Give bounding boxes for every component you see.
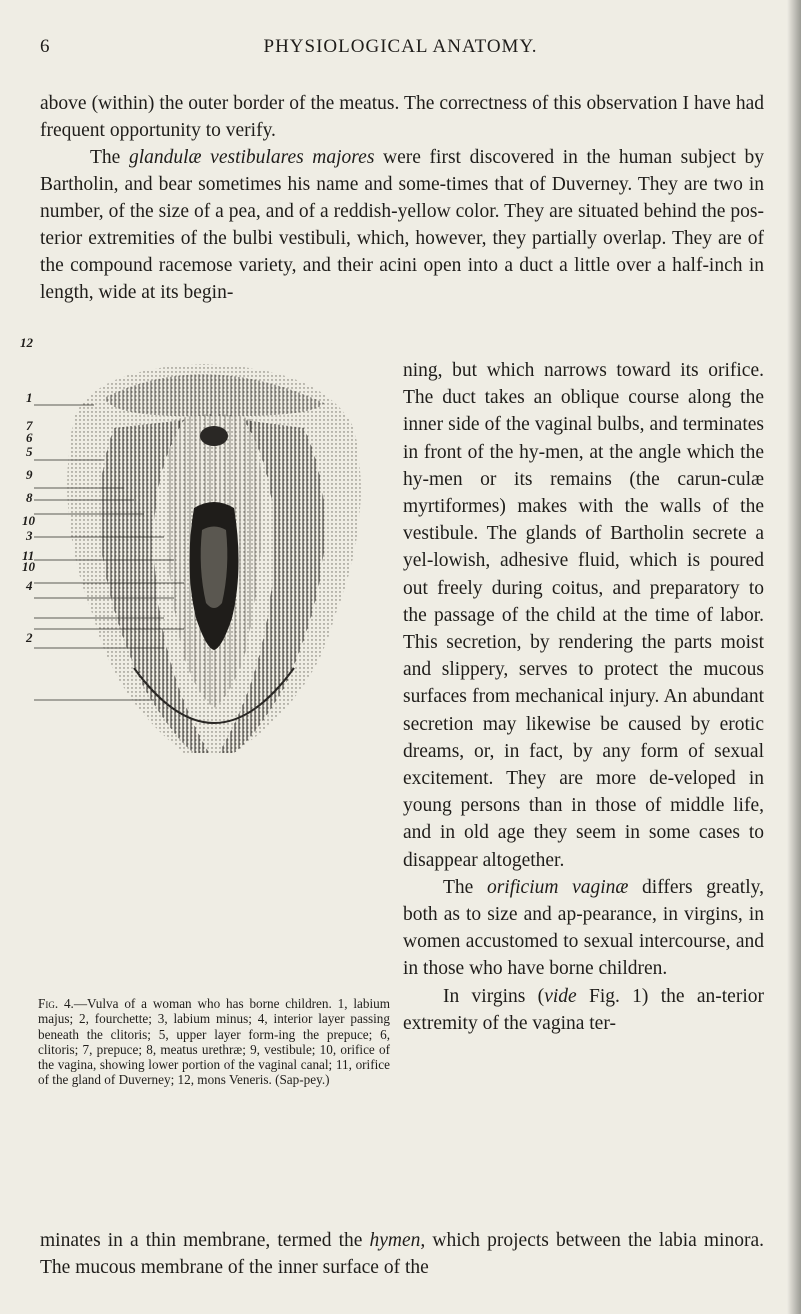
figure-label: 11 [22, 548, 35, 563]
figure-label: 8 [26, 490, 33, 505]
figure-label: 2 [26, 630, 33, 645]
figure-label: 5 [26, 444, 33, 459]
paragraph-4-body: Fig. 1) the an-terior extremity of the vagina ter- [403, 985, 764, 1034]
vulva-engraving [34, 358, 394, 758]
running-title: PHYSIOLOGICAL ANATOMY. [263, 36, 538, 57]
paragraph-4 [403, 983, 764, 1037]
figure-label: 3 [26, 528, 33, 543]
paragraph-2-lead: The [90, 147, 129, 168]
caption-lead: Fig. 4. [38, 996, 74, 1011]
figure-label: 9 [26, 467, 33, 482]
paragraph-3 [403, 874, 764, 983]
figure-label: 1 [26, 390, 33, 405]
page-edge-shadow [787, 0, 801, 1314]
term-glandulae: glandulæ vestibulares majores [128, 147, 375, 168]
figure-label: 12 [20, 335, 33, 350]
caption-text: —Vulva of a woman who has borne children. 1, labium majus; 2, fourchette; 3, labium minus; 4, interior layer passing beneath the clitoris; 5, upper layer form-ing the prepuce; 6, clitoris; 7, prepuce; 8, meatus urethræ; 9, vestibule; 10, orifice of the vagina, showing lower portion of the vaginal canal; 11, orifice of the gland of Duverney; 12, mons Veneris. (Sap-pey.) [38, 996, 390, 1088]
top-text-block [40, 90, 764, 306]
bottom-line-lead: minates in a thin membrane, termed the [40, 1230, 370, 1251]
paragraph-3-lead: The [443, 876, 487, 898]
term-orificium: orificium vaginæ [486, 876, 629, 898]
figure-label: 4 [26, 578, 33, 593]
figure-caption [38, 996, 390, 1088]
paragraph-2-body: were first discovered in the human subject by Bartholin, and bear sometimes his name and some-times that of Duverney. They are two in number, of the size of a pea, and of a reddish-yellow color. They are situated behind the pos-terior extremities of the bulbi vestibuli, which, however, they partially overlap. They are of the compound racemose variety, and their acini open into a duct a little over a half-inch in length, wide at its begin- [40, 147, 764, 303]
paragraph-3-body: differs greatly, both as to size and ap-pearance, in virgins, in women accustomed to sexual intercourse, and in those who have borne children. [403, 876, 764, 980]
paragraph-2-continuation: ning, but which narrows toward its orifice. The duct takes an oblique course along the inner side of the vaginal bulbs, and terminates in front of the hy-men, at the angle which the hy-men or its remains (the carun-culæ myrtiformes) makes with the walls of the vestibule. The glands of Bartholin secrete a yel-lowish, adhesive fluid, which is poured out freely during coitus, and preparatory to the passage of the child at the time of labor. This secretion, by rendering the parts moist and slippery, serves to protect the mucous surfaces from mechanical injury. An abundant secretion may likewise be caused by erotic dreams, or, in fact, by any form of sexual excitement. They are more de-veloped in young persons than in those of middle life, and in old age they seem in some cases to disappear altogether. [403, 360, 764, 871]
figure-label: 6 [26, 430, 33, 445]
figure-label: 10 [22, 513, 35, 528]
right-column-text [403, 357, 764, 1037]
page-number: 6 [40, 36, 51, 57]
paragraph-2 [40, 144, 764, 306]
bottom-text-block [40, 1227, 764, 1281]
bottom-line-body: which projects between the labia minora. The mucous membrane of the inner surface of the [40, 1230, 764, 1278]
term-hymen: hymen, [369, 1230, 426, 1251]
paragraph-1: above (within) the outer border of the meatus. The correctness of this observation I have had frequent opportunity to verify. [40, 93, 764, 141]
page-header [40, 36, 761, 66]
term-vide: vide [544, 985, 577, 1007]
figure-4-illustration [20, 335, 394, 758]
figure-label: 7 [26, 418, 33, 433]
paragraph-4-lead: In virgins ( [443, 985, 545, 1007]
figure-label: 10 [22, 559, 35, 574]
